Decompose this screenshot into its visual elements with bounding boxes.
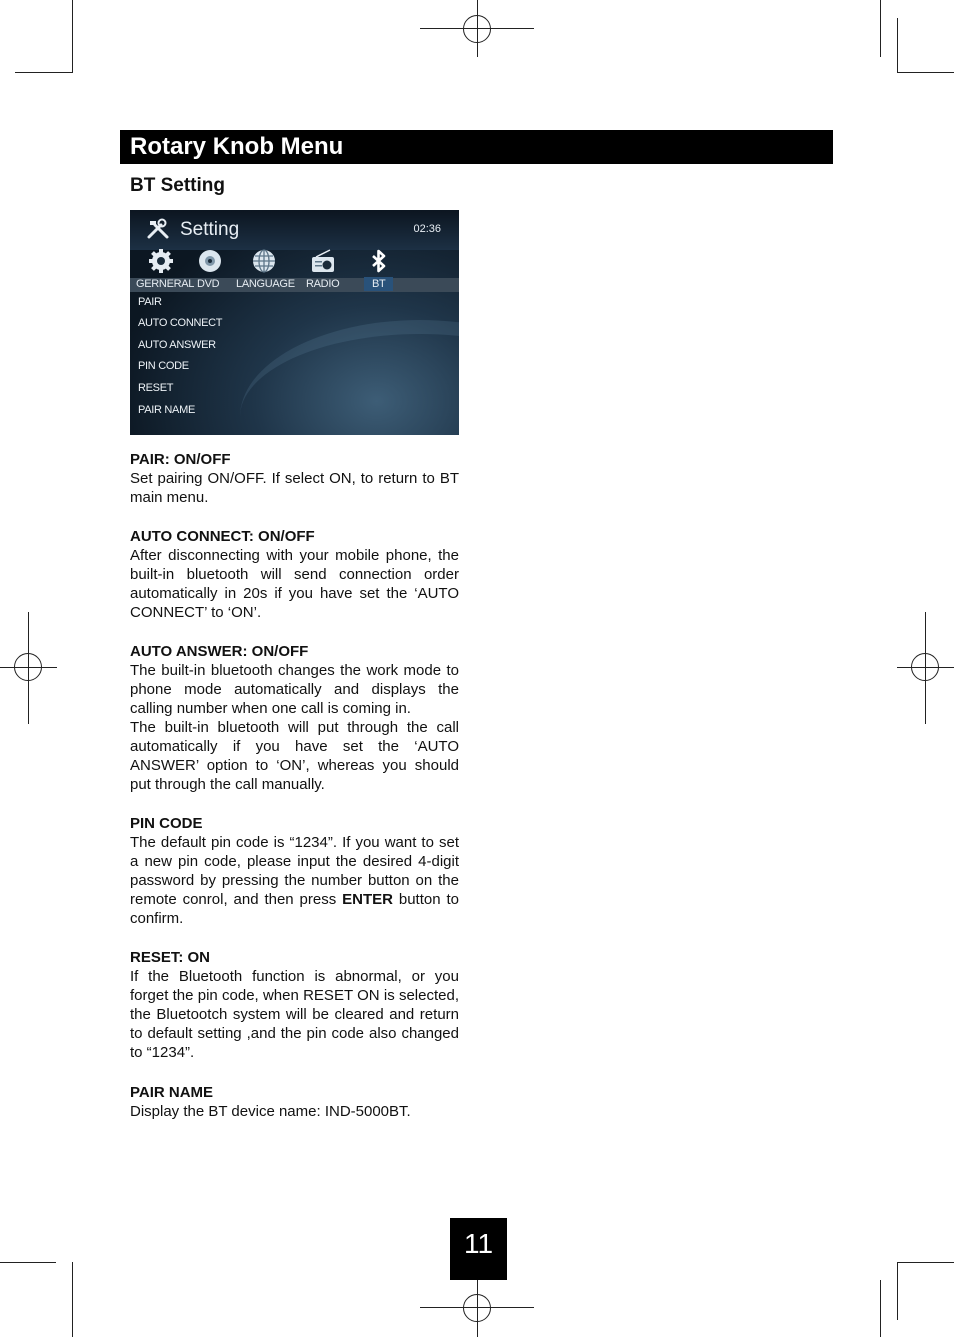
page-title: Rotary Knob Menu xyxy=(130,133,344,160)
pair-name-section xyxy=(130,1083,459,1121)
bluetooth-icon xyxy=(366,248,392,274)
reset-section xyxy=(130,948,459,1062)
pin-code-body-end: button to confirm. xyxy=(130,891,459,927)
tools-icon xyxy=(146,218,170,242)
reset-body: If the Bluetooth function is abnormal, or you forget the pin code, when RESET ON is selected, the Bluetootch system will be cleared and return to default setting ,and the pin code also changed to “1234”. xyxy=(130,968,459,1061)
auto-connect-body: After disconnecting with your mobile phone, the built-in bluetooth will send connection order automatically in 20s if you have set the ‘AUTO CONNECT’ to ‘ON’. xyxy=(130,547,459,621)
pin-code-body-text: The default pin code is “1234”. If you want to set a new pin code, please input the desired 4-digit password by pressing the number button on the remote conrol, and then press xyxy=(130,834,459,908)
auto-answer-body-2: The built-in bluetooth will put through the call automatically if you have set the ‘AUTO ANSWER’ option to ‘ON’, whereas you should put through the call manually. xyxy=(130,719,459,793)
globe-icon xyxy=(251,248,277,274)
gear-icon xyxy=(148,248,174,274)
menu-item-reset: RESET xyxy=(138,382,174,394)
reset-heading: RESET: ON xyxy=(130,949,211,966)
page-number-box xyxy=(450,1218,507,1280)
auto-connect-section xyxy=(130,527,459,622)
screen-clock: 02:36 xyxy=(413,223,441,235)
menu-item-pair: PAIR xyxy=(138,296,162,308)
enter-key-label: ENTER xyxy=(342,891,393,908)
auto-connect-heading: AUTO CONNECT: ON/OFF xyxy=(130,528,315,545)
radio-icon xyxy=(310,248,336,274)
tab-general: GERNERAL xyxy=(136,278,195,290)
disc-icon xyxy=(197,248,223,274)
menu-item-pair-name: PAIR NAME xyxy=(138,404,195,416)
menu-item-auto-connect: AUTO CONNECT xyxy=(138,317,223,329)
tab-bt: BT xyxy=(364,277,393,291)
page-number: 11 xyxy=(463,1228,494,1259)
screen-title: Setting xyxy=(180,219,240,240)
menu-item-pin-code: PIN CODE xyxy=(138,360,189,372)
section-title: BT Setting xyxy=(130,175,225,196)
pin-code-body xyxy=(130,833,459,928)
pair-heading: PAIR: ON/OFF xyxy=(130,451,231,468)
pair-body: Set pairing ON/OFF. If select ON, to return to BT main menu. xyxy=(130,470,459,506)
auto-answer-body-1: The built-in bluetooth changes the work mode to phone mode automatically and displays the calling number when one call is coming in. xyxy=(130,662,459,717)
settings-screen-image xyxy=(130,210,459,435)
pair-name-heading: PAIR NAME xyxy=(130,1084,214,1101)
auto-answer-section xyxy=(130,642,459,794)
section-header-bar xyxy=(120,130,833,164)
pin-code-heading: PIN CODE xyxy=(130,815,203,832)
pin-code-section xyxy=(130,814,459,928)
menu-item-auto-answer: AUTO ANSWER xyxy=(138,339,216,351)
background-swoosh xyxy=(240,320,459,435)
tab-radio: RADIO xyxy=(306,278,340,290)
auto-answer-heading: AUTO ANSWER: ON/OFF xyxy=(130,643,309,660)
tab-language: LANGUAGE xyxy=(236,278,295,290)
pair-section xyxy=(130,450,459,507)
tab-dvd: DVD xyxy=(197,278,220,290)
pair-name-body: Display the BT device name: IND-5000BT. xyxy=(130,1103,411,1120)
